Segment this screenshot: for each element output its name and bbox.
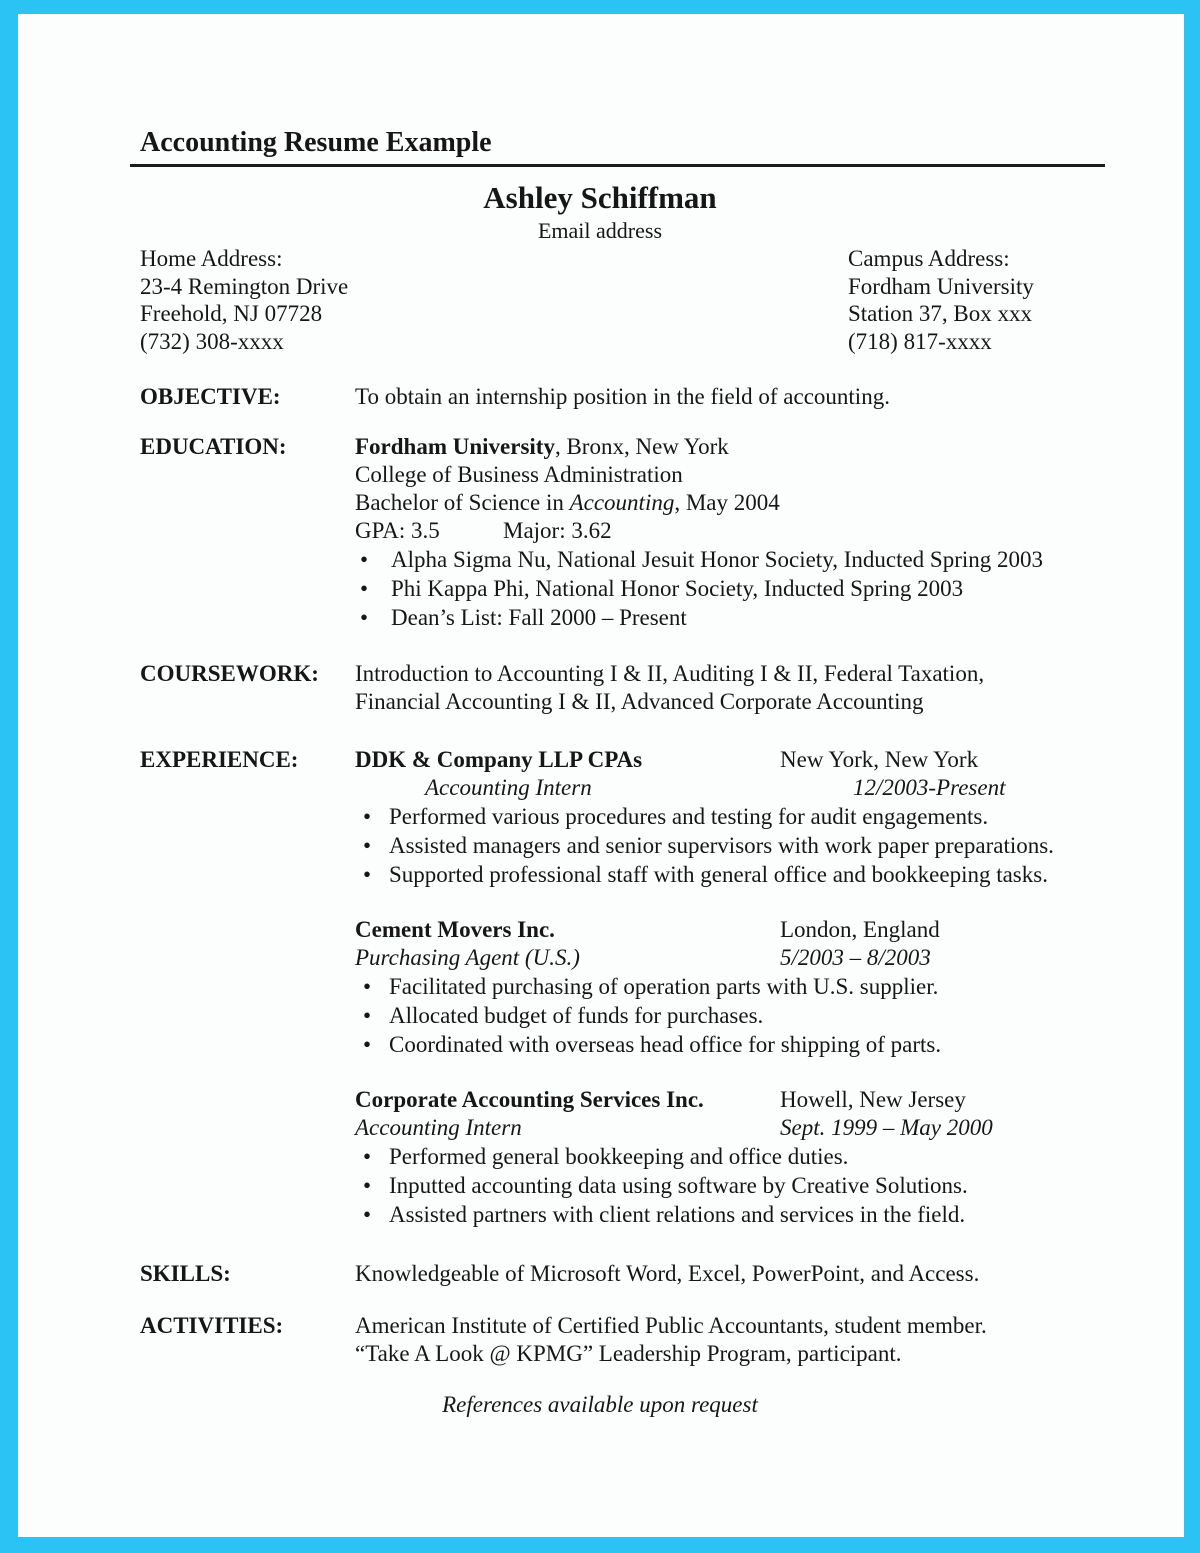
job-location: Howell, New Jersey (780, 1087, 966, 1112)
section-skills (140, 1260, 1184, 1288)
job-role: Accounting Intern (425, 775, 592, 800)
address-line: Freehold, NJ 07728 (140, 301, 323, 326)
email-placeholder: Email address (537, 218, 663, 243)
degree-prefix: Bachelor of Science in (355, 490, 570, 515)
address-line: (718) 817-xxxx (848, 328, 992, 354)
job-dates: Sept. 1999 – May 2000 (780, 1115, 993, 1140)
job-bullet: • Assisted managers and senior supervisors with work paper preparations. (355, 831, 1067, 860)
education-school-line (355, 433, 1067, 461)
job-header (355, 1086, 1067, 1114)
school-name: Fordham University (355, 434, 555, 459)
job-bullet: • Coordinated with overseas head office for shipping of parts. (355, 1030, 1067, 1059)
degree-major: Accounting (569, 490, 675, 515)
home-address-label: Home Address: (140, 246, 283, 271)
job-company: DDK & Company LLP CPAs (355, 747, 643, 772)
section-coursework (140, 660, 1184, 716)
job-bullet: • Performed various procedures and testing for audit engagements. (355, 802, 1067, 831)
gpa-value: GPA: 3.5 (355, 518, 440, 543)
major-gpa-value: Major: 3.62 (503, 518, 612, 543)
education-gpa-line (355, 517, 1067, 545)
job-location: New York, New York (780, 747, 979, 772)
job-header (355, 746, 1067, 774)
job-subheader (355, 774, 1067, 802)
job-header (355, 916, 1067, 944)
experience-label: EXPERIENCE: (140, 747, 299, 772)
job-bullet: • Facilitated purchasing of operation parts with U.S. supplier. (355, 972, 1067, 1001)
degree-date: , May 2004 (674, 490, 780, 515)
document-title: Accounting Resume Example (130, 126, 1105, 167)
resume-page (18, 14, 1184, 1537)
education-degree-line (355, 489, 1067, 517)
job-entry (355, 916, 1067, 1059)
section-experience (140, 746, 1184, 1229)
address-line: (732) 308-xxxx (140, 328, 284, 354)
job-entry (355, 1086, 1067, 1229)
skills-label: SKILLS: (140, 1261, 231, 1286)
job-entry (355, 746, 1067, 889)
candidate-name: Ashley Schiffman (483, 180, 717, 215)
job-bullets (355, 972, 1067, 1059)
job-company: Corporate Accounting Services Inc. (355, 1087, 704, 1112)
education-college-line: College of Business Administration (355, 462, 683, 487)
campus-address-block (848, 245, 1034, 355)
address-line: 23-4 Remington Drive (140, 273, 349, 299)
job-bullets (355, 802, 1067, 889)
header-block (140, 180, 1060, 245)
experience-body (355, 746, 1067, 1229)
education-label: EDUCATION: (140, 434, 287, 459)
job-location: London, England (780, 917, 940, 942)
honor-item: • Alpha Sigma Nu, National Jesuit Honor Society, Inducted Spring 2003 (355, 545, 1067, 574)
honor-item: • Dean’s List: Fall 2000 – Present (355, 603, 1067, 632)
job-dates: 5/2003 – 8/2003 (780, 945, 931, 970)
objective-text: To obtain an internship position in the field of accounting. (355, 384, 890, 409)
address-line: Station 37, Box xxx (848, 301, 1033, 326)
campus-address-label: Campus Address: (848, 246, 1010, 271)
job-bullet: • Allocated budget of funds for purchases. (355, 1001, 1067, 1030)
job-role: Accounting Intern (355, 1115, 522, 1140)
objective-label: OBJECTIVE: (140, 384, 281, 409)
activities-body (355, 1312, 1067, 1368)
section-activities (140, 1312, 1184, 1368)
job-bullets (355, 1142, 1067, 1229)
job-subheader (355, 944, 1067, 972)
section-objective (140, 383, 1184, 411)
job-bullet: • Inputted accounting data using software by Creative Solutions. (355, 1171, 1067, 1200)
school-location: , Bronx, New York (554, 434, 729, 459)
coursework-line: Financial Accounting I & II, Advanced Corporate Accounting (355, 689, 924, 714)
job-role: Purchasing Agent (U.S.) (355, 945, 580, 970)
job-bullet: • Supported professional staff with general office and bookkeeping tasks. (355, 860, 1067, 889)
coursework-line: Introduction to Accounting I & II, Auditing I & II, Federal Taxation, (355, 661, 985, 686)
skills-text: Knowledgeable of Microsoft Word, Excel, PowerPoint, and Access. (355, 1261, 980, 1286)
activity-line: American Institute of Certified Public Accountants, student member. (355, 1313, 987, 1338)
coursework-label: COURSEWORK: (140, 661, 319, 686)
references-note: References available upon request (442, 1392, 758, 1417)
addresses-row (140, 245, 1060, 355)
job-company: Cement Movers Inc. (355, 917, 555, 942)
section-education (140, 433, 1184, 632)
address-line: Fordham University (848, 273, 1034, 299)
job-bullet: • Performed general bookkeeping and office duties. (355, 1142, 1067, 1171)
job-dates: 12/2003-Present (853, 775, 1006, 800)
education-honors-list (355, 545, 1067, 632)
resume-content (18, 126, 1184, 1418)
coursework-body (355, 660, 1067, 716)
job-subheader (355, 1114, 1067, 1142)
honor-item: • Phi Kappa Phi, National Honor Society, Inducted Spring 2003 (355, 574, 1067, 603)
education-body (355, 433, 1067, 632)
job-bullet: • Assisted partners with client relations and services in the field. (355, 1200, 1067, 1229)
activity-line: “Take A Look @ KPMG” Leadership Program, participant. (355, 1341, 902, 1366)
activities-label: ACTIVITIES: (140, 1313, 284, 1338)
